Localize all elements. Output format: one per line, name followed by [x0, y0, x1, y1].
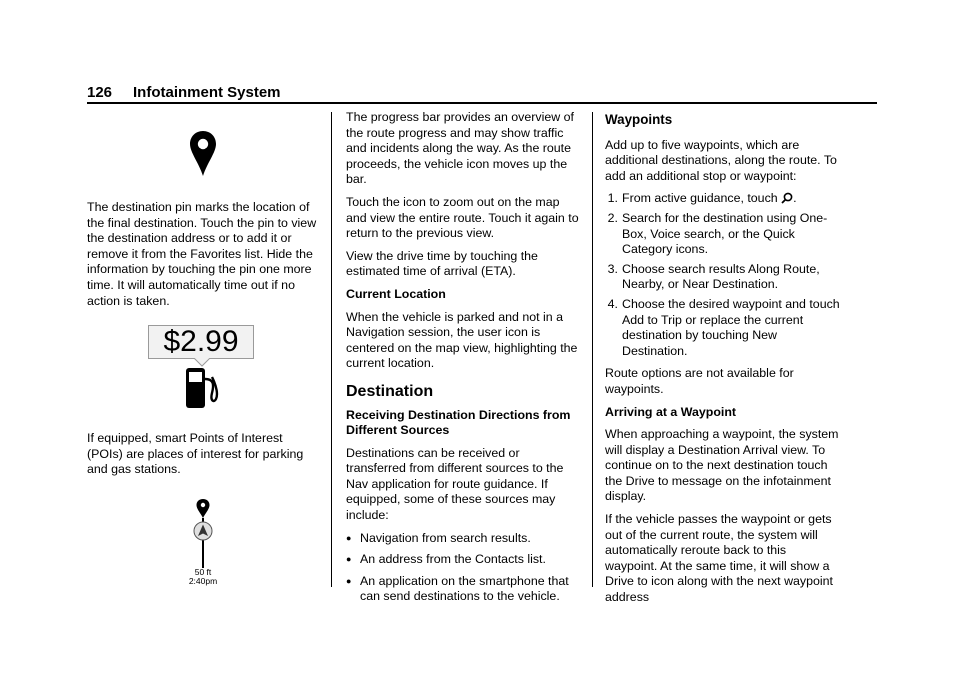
waypoint-steps: [605, 191, 841, 359]
progress-eta: 2:40pm: [188, 575, 218, 586]
route-progress-icon: [177, 498, 229, 568]
destination-sources-list: [346, 531, 580, 605]
list-item: 4. Choose the desired waypoint and touch Add to Trip or replace the current destination by touching New Destination.: [607, 296, 840, 358]
route-options-text: Route options are not available for waypoints.: [605, 366, 794, 396]
smart-poi-text: If equipped, smart Points of Interest (POIs) are places of interest for parking and gas stations.: [87, 431, 304, 477]
receiving-destination-heading: Receiving Destination Directions from Different Sources: [346, 407, 571, 438]
list-item: 2. Search for the destination using One-Box, Voice search, or the Quick Category icons.: [607, 210, 828, 257]
destination-pin-text: The destination pin marks the location of the final destination. Touch the pin to view the destination address or to add it or remove it from the Favorites list. Hide the information by touching the pin one more time. It will automatically time out if no action is taken.: [87, 200, 317, 308]
column-divider: [331, 112, 332, 587]
smart-poi-figure: [148, 325, 258, 415]
map-pin-icon: [189, 130, 217, 178]
drive-time-text: View the drive time by touching the estimated time of arrival (ETA).: [346, 248, 538, 279]
list-item: ● An address from the Contacts list.: [346, 552, 580, 568]
reroute-text: If the vehicle passes the waypoint or gets out of the current route, the system will automatically reroute back to this waypoint. At the same time, it will show a Drive to icon along with the next waypoint address: [605, 512, 833, 605]
current-location-text: When the vehicle is parked and not in a Navigation session, the user icon is centered on the map view, highlighting the current location.: [346, 309, 578, 371]
column-3: [605, 112, 841, 613]
page-header: [87, 80, 877, 106]
progress-bar-text: The progress bar provides an overview of the route progress and may show traffic and incidents along the way. As the route proceeds, the vehicle icon moves up the bar.: [346, 110, 574, 187]
progress-distance: 50 ft: [194, 566, 212, 577]
waypoints-heading: Waypoints: [605, 112, 673, 127]
list-item: ● An application on the smartphone that can send destinations to the vehicle.: [346, 574, 580, 605]
price-label: $2.99: [148, 325, 254, 359]
list-item: ● Navigation from search results.: [346, 531, 580, 547]
section-title: Infotainment System: [133, 84, 281, 101]
zoom-text: Touch the icon to zoom out on the map and view the entire route. Touch it again to return to the previous view.: [346, 194, 579, 241]
arriving-waypoint-heading: Arriving at a Waypoint: [605, 404, 737, 419]
list-item: 1. From active guidance, touch .: [607, 191, 797, 206]
column-1: [87, 110, 319, 588]
route-progress-figure: [163, 498, 243, 588]
destination-heading: Destination: [346, 382, 434, 400]
column-divider: [592, 112, 593, 587]
receiving-destination-text: Destinations can be received or transferred from different sources to the Nav application for route guidance. If equipped, some of these sources may include:: [346, 445, 564, 523]
list-item: 3. Choose search results Along Route, Nearby, or Near Destination.: [607, 261, 820, 292]
arriving-waypoint-text: When approaching a waypoint, the system will display a Destination Arrival view. To continue on to the next destination touch the Drive to message on the infotainment display.: [605, 427, 839, 504]
header-rule: [87, 102, 877, 104]
current-location-heading: Current Location: [346, 286, 446, 301]
waypoints-intro: Add up to five waypoints, which are additional destinations, along the route. To add an additional stop or waypoint:: [605, 137, 837, 183]
page-number: 126: [87, 84, 113, 101]
column-2: [346, 110, 580, 611]
search-icon: [781, 192, 793, 204]
gas-pump-icon: [184, 365, 220, 411]
